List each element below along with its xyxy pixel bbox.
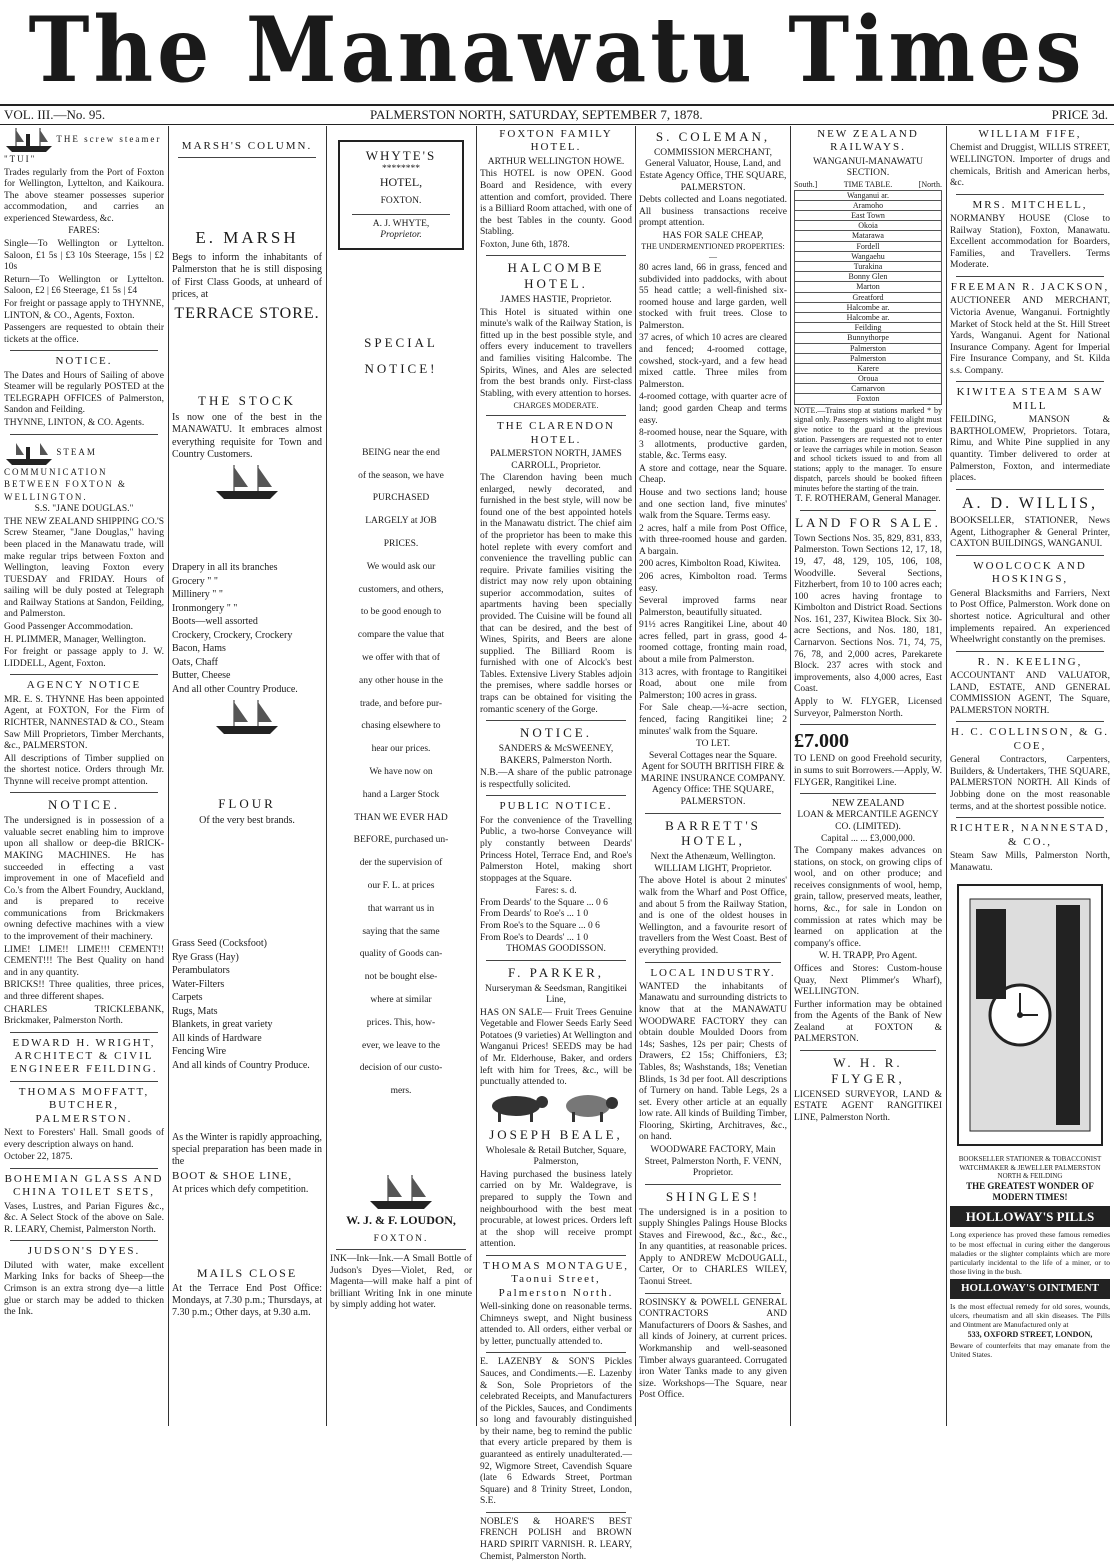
volume-number: VOL. III.—No. 95. [4, 107, 106, 122]
column-1 [4, 126, 164, 1426]
winter-text: As the Winter is rapidly approaching, special preparation has been made in the [172, 1132, 322, 1168]
advert-line: We have now on [369, 766, 433, 777]
loudon-place: FOXTON. [373, 1233, 429, 1244]
table-row [795, 221, 942, 231]
list-item: Carpets [172, 992, 203, 1004]
nz-further: Further information may be obtained from the Agents of the Bank of New Zealand at FOXTON & PALMERSTON. [794, 999, 942, 1045]
sanders-name: SANDERS & McSWEENEY, BAKERS, Palmerston North. [498, 744, 614, 766]
list-item: Blankets, in great variety [172, 1019, 273, 1031]
fare-row: From Deards' to the Square ... 0 6 [480, 897, 608, 908]
steamship-icon [4, 126, 54, 154]
barrett-heading: BARRETT'S HOTEL, [665, 817, 761, 849]
railways-heading: NEW ZEALAND RAILWAYS. [817, 128, 919, 154]
timetable-north: [North. [918, 179, 942, 189]
holloway-address: 533, OXFORD STREET, LONDON, [967, 1330, 1093, 1340]
judson-body: Diluted with water, make excellent Marking Inks for backs of Sheep—the Crimson is an extra strong dye—a little glue or starch may be added to thicken the Ink. [4, 1260, 164, 1318]
agency-body: MR. E. S. THYNNE Has been appointed Agent, at FOXTON, For the Firm of RICHTER, NANNESTAD & CO., Steam Saw Mill Proprietors, Timber Merchants, &c., PALMERSTON. [4, 694, 164, 752]
column-rule [326, 126, 327, 1426]
list-item: Rugs, Mats [172, 1005, 218, 1017]
advert-line: of the season, we have [358, 470, 444, 481]
advert-line: mers. [390, 1086, 412, 1097]
nz-signature: W. H. TRAPP, Pro Agent. [818, 951, 918, 962]
sanders-body: N.B.—A share of the public patronage is respectfully solicited. [480, 768, 632, 790]
station-name: Halcombe ar. [795, 312, 942, 322]
station-name: Halcombe ar. [795, 302, 942, 312]
brick-notice-heading: NOTICE. [48, 797, 120, 813]
nz-offices: Offices and Stores: Custom-house Quay, Next Plimmer's Wharf), WELLINGTON. [794, 963, 942, 998]
beale-heading: JOSEPH BEALE, [489, 1126, 623, 1142]
table-row [795, 282, 942, 292]
foxton-hotel-heading: FOXTON FAMILY HOTEL. [499, 128, 613, 154]
table-row [795, 292, 942, 302]
woodware-factory: WOODWARE FACTORY, Main Street, Palmerston North, F. VENN, Proprietor. [644, 1145, 782, 1179]
agency-note: All descriptions of Timber supplied on the shortest notice. Orders through Mr. Thynne will receive prompt attention. [4, 753, 164, 787]
beale-body: Having purchased the business lately carried on by Mr. Waldegrave, is prepared to supply the Town and neighbourhood with the best meat procurable, at lowest prices. Orders left at the shop will receive prompt attention. [480, 1169, 632, 1250]
timetable-south: South.] [794, 179, 818, 189]
timetable-header [794, 180, 942, 190]
montague-heading: THOMAS MONTAGUE, Taonui Street, Palmerston North. [482, 1259, 629, 1299]
station-name: Aramoho [795, 200, 942, 210]
whyte-proprietor-label: Proprietor. [380, 230, 422, 241]
halcombe-charges: CHARGES MODERATE. [513, 401, 599, 411]
list-item: Grocery " " [172, 575, 218, 587]
column-7 [950, 126, 1110, 1426]
advert-line: our F. L. at prices [367, 880, 435, 891]
steam-heading: STEAM COMMUNICATION BETWEEN FOXTON & WELLINGTON. [4, 446, 127, 502]
list-item: Crockery, Crockery, Crockery [172, 629, 293, 641]
rosinsky-advert: ROSINSKY & POWELL GENERAL CONTRACTORS AND Manufacturers of Doors & Sashes, and all kinds of Joinery, at current prices. Workmanship and well-seasoned Timber always guaranteed. Corrugated iron Water Tanks made to any given size. Workshops—The Square, near Post Office. [639, 1297, 787, 1401]
list-item: All kinds of Hardware [172, 1032, 262, 1044]
moffatt-body: Next to Foresters' Hall. Small goods of every description always on hand. [4, 1128, 164, 1150]
coleman-heading: S. COLEMAN, [655, 129, 771, 144]
fare-row: From Deards' to Roe's ... 1 0 [480, 909, 589, 920]
table-row [795, 312, 942, 322]
tui-apply: For freight or passage apply to THYNNE, LINTON, & CO., Agents, Foxton. [4, 298, 164, 321]
advert-line: customers, and others, [358, 584, 444, 595]
list-item: Boots—well assorted [172, 616, 258, 628]
lend-amount: £7.000 [794, 730, 849, 753]
advert-line: prices. This, how- [366, 1017, 436, 1028]
public-notice-heading: PUBLIC NOTICE. [499, 800, 613, 813]
column-rule [168, 126, 169, 1426]
timetable-title: TIME TABLE. [843, 179, 893, 189]
ink-advert: INK—Ink—Ink.—A Small Bottle of Judson's Dyes—Violet, Red, or Magenta—will make half a pint of brilliant Writing Ink in one minute by simply adding hot water. [330, 1254, 472, 1311]
holloway-pills-body: Long experience has proved these famous remedies to be most effectual in curing either the dangerous maladies or the slighter complaints which are more particularly incidental to the life of a miner, or to those living in the bush. [950, 1230, 1110, 1277]
sale-sub: THE UNDERMENTIONED PROPERTIES:— [641, 242, 785, 262]
sale-heading: HAS FOR SALE CHEAP, [662, 230, 764, 241]
goods-list [172, 937, 322, 1072]
station-name: Bonny Glen [795, 272, 942, 282]
table-row [795, 231, 942, 241]
railway-note: NOTE.—Trains stop at stations marked * by signal only. Passengers wishing to alight must give notice to the guard at the previous station. Passengers are requested not to enter or leave the carriages while in motion. Season and school tickets issued to and from all stations; apply to the manager. To ensure dispatch, parcels should be booked fifteen minutes before the starting of the train. [794, 405, 942, 493]
advert-line: hand a Larger Stock [362, 789, 440, 800]
boot-body: At prices which defy competition. [172, 1184, 309, 1196]
issue-date: PALMERSTON NORTH, SATURDAY, SEPTEMBER 7, 1878. [370, 107, 703, 122]
whyte-place: FOXTON. [380, 196, 422, 207]
column-rule [635, 126, 636, 1426]
list-item: 91½ acres Rangitikei Line, about 40 acres felled, part in grass, good 4-roomed cottage, fronting main road, about a mile from Palmerston. [639, 620, 787, 666]
lend-body: TO LEND on good Freehold security, in sums to suit Borrowers.—Apply, W. FLYGER, Rangitikei Line. [794, 754, 942, 788]
price: PRICE 3d. [1051, 107, 1108, 122]
advert-line: ever, we leave to the [362, 1040, 440, 1051]
jane-douglas-body: THE NEW ZEALAND SHIPPING CO.'S Screw Steamer, "Jane Douglas," having been placed in the Manawatu trade, will make regular trips between Foxton and Wellington, leaving Foxton every TUESDAY and FRIDAY. Hours of sailing will be duly posted at Telegraph and Railway Stations at Sandon, Feilding, and Palmerston. [4, 516, 164, 620]
fares-heading: FARES: [68, 226, 100, 237]
station-name: Matarawa [795, 231, 942, 241]
lazenby-advert: E. LAZENBY & SON'S Pickles Sauces, and Condiments.—E. Lazenby & Son, Sole Proprietors of the celebrated Receipts, and Manufacturers of the Pickles, Sauces, and Condiments so long and favourably distinguished by their name, beg to remind the public that every article prepared by them is guaranteed as entirely unadulterated.—92, Wigmore Street, Cavendish Square (late 6 Edwards Street, Portman Square) and 8 Trinity Street, London, S.E. [480, 1357, 632, 1507]
jackson-heading: FREEMAN R. JACKSON, [950, 281, 1110, 294]
lime-cement: LIME! LIME!! LIME!!! CEMENT!! CEMENT!!! The Best Quality on hand and in any quantity. [4, 944, 164, 978]
mails-body: At the Terrace End Post Office: Mondays, at 7.30 p.m.; Thursdays, at 7.30 p.m.; Other days, at 9.30 a.m. [172, 1282, 322, 1319]
list-item: House and two sections land; house and one section land, five minutes' walk from the Square. Terms easy. [639, 487, 787, 522]
station-name: Marton [795, 282, 942, 292]
holloway-pills-badge: HOLLOWAY'S PILLS [950, 1206, 1110, 1228]
fare-row: From Roe's to Deards' ... 1 0 [480, 932, 589, 943]
advert-line: quality of Goods can- [359, 949, 443, 960]
table-row [795, 374, 942, 384]
richter-body: Steam Saw Mills, Palmerston North, Manawatu. [950, 850, 1110, 873]
agency-heading: AGENCY NOTICE [26, 679, 142, 692]
list-item: Several improved farms near Palmerston, beautifully situated. [639, 596, 787, 618]
agent-heading: Agent for SOUTH BRITISH FIRE & MARINE INSURANCE COMPANY. [640, 762, 786, 784]
barrett-body: The above Hotel is about 2 minutes' walk from the Wharf and Post Office, and about 5 from the Railway Station, and is one of the oldest houses in Wellington, and a favourite resort of travellers from the West Coast. Best of everything provided. [639, 876, 787, 956]
list-item: And all kinds of Country Produce. [172, 1059, 310, 1071]
jeweller-advert-illustration [950, 875, 1110, 1155]
whyte-stars: ******** [382, 163, 420, 174]
station-name: Feilding [795, 323, 942, 333]
clarendon-body: The Clarendon having been much enlarged, newly decorated, and furnished in the best style, will now be found one of the best appointed hotels in the Manawatu district. The chief aim of the proprietor has been to make this hotel replete with every comfort and convenience the travelling public can require. Private families visiting the district may now rely upon obtaining superior accommodation, suites of apartments having been specially provided. The Cuisine will be found all that can be desired, and the best of Wines, Spirits, and Beers are alone supplied. The Billiard Room is furnished with one of Alcock's best Tables. Extensive Livery Stables adjoin the premises, where saddle horses or traps can be obtained for visiting the romantic scenery of the Gorge. [480, 473, 632, 715]
railways-sub: WANGANUI-MANAWATU SECTION. [812, 156, 924, 179]
list-item: Millinery " " [172, 589, 223, 601]
advert-line: PRICES. [383, 538, 419, 549]
table-row [795, 251, 942, 261]
fares-label: Fares: s. d. [535, 886, 577, 897]
kiwitea-heading: KIWITEA STEAM SAW MILL [956, 386, 1104, 412]
marsh-name: E. MARSH [195, 228, 299, 248]
moffatt-date: October 22, 1875. [4, 1152, 73, 1163]
advert-line: BEING near the end [362, 447, 440, 458]
jackson-body: AUCTIONEER AND MERCHANT, Victoria Avenue, Wanganui. Fortnightly Market of Stock held at the St. Hill Street Yards, Wanganui. Agent for National Insurance Company. Agent for Imperial Fire Insurance Company, and St. Kilda s.s. Company. [950, 296, 1110, 376]
list-item: Drapery in all its branches [172, 562, 278, 574]
advert-line: BEFORE, purchased un- [353, 835, 449, 846]
collinson-body: General Contractors, Carpenters, Builders, & Undertakers, THE SQUARE, PALMERSTON NORTH. All Kinds of Jobbing done on the most reasonable terms, and at the shortest possible notice. [950, 755, 1110, 812]
advert-line: saying that the same [362, 926, 440, 937]
land-sale-signature: Apply to W. FLYGER, Licensed Surveyor, Palmerston North. [794, 696, 942, 719]
foxton-hotel-date: Foxton, June 6th, 1878. [480, 239, 570, 250]
railway-signature: T. F. ROTHERAM, General Manager. [795, 494, 941, 505]
sailing-ship-icon [366, 1173, 436, 1211]
advert-line: der the supervision of [359, 858, 443, 869]
kiwitea-body: FEILDING, MANSON & BARTHOLOMEW, Proprietors. Totara, Rimu, and White Pine supplied in any quantity. Timber delivered to order at Palmerston, Foxton, and intermediate places. [950, 415, 1110, 484]
flyger-body: LICENSED SURVEYOR, LAND & ESTATE AGENT RANGITIKEI LINE, Palmerston North. [794, 1089, 942, 1123]
nz-body: The Company makes advances on stations, on stock, on growing clips of wool, and on other produce; and receives consignments of wool, hemp, grain, tallow, preserved meats, leather, horns, &c., for sale in London on commission at rates which may be learned on application at the company's office. [794, 846, 942, 949]
advert-line: PURCHASED [372, 493, 430, 504]
station-name: Wangaehu [795, 251, 942, 261]
railway-timetable [794, 190, 942, 405]
list-item: Fencing Wire [172, 1046, 227, 1058]
notice-heading: NOTICE. [55, 355, 113, 368]
flour-heading: FLOUR [218, 796, 276, 812]
sailing-ship-icon [212, 698, 282, 736]
column-6 [794, 126, 942, 1426]
list-item: Ironmongery " " [172, 602, 238, 614]
flyger-heading: W. H. R. FLYGER, [831, 1054, 905, 1086]
advert-line: LARGELY at JOB [365, 516, 437, 527]
advert-line: not be bought else- [364, 972, 438, 983]
notice-body: The Dates and Hours of Sailing of above Steamer will be regularly POSTED at the TELEGRAPH OFFICES of Palmerston, Sandon and Feilding. [4, 370, 164, 416]
advert-line: where at similar [370, 994, 432, 1005]
list-item: 206 acres, Kimbolton road. Terms easy. [639, 572, 787, 594]
richter-heading: RICHTER, NANNESTAD, & CO., [950, 822, 1110, 848]
station-name: Palmerston [795, 353, 942, 363]
local-industry-body: WANTED the inhabitants of Manawatu and surrounding districts to know that at the MANAWATU WOODWARE FACTORY they can obtain double Moulded Doors from 14s; Sashes, 12s per pair; Chests of Drawers, £2 15s; Chiffoniers, £3; Tables, 8s; Washstands, 18s; Venetian Blinds, 1s 3d per foot. All descriptions of Turnery on hand. Table Legs, 2s a set. Every other article at an equally low rate. All kinds of Building Timber, Flooring, Skirting, Architraves, &c., on hand. [639, 981, 787, 1143]
table-row [795, 302, 942, 312]
holloway-beware: Beware of counterfeits that may emanate from the United States. [950, 1340, 1110, 1359]
table-row [795, 353, 942, 363]
agent-office: Agency Office: THE SQUARE, PALMERSTON. [651, 785, 775, 807]
special-notice: SPECIAL NOTICE! [364, 334, 438, 376]
masthead [0, 0, 1114, 103]
station-name: Greatford [795, 292, 942, 302]
shingles-body: The undersigned is in a position to supply Shingles Palings House Blocks Staves and Firewood, &c., &c., &c., In any quantities, at reasonable prices. Apply to ANDREW McDOUGALL, Carter, Or to CHARLES WILEY, Taonui Street. [639, 1207, 787, 1288]
willis-body: BOOKSELLER, STATIONER, News Agent, Lithographer & General Printer, CAXTON BUILDINGS, WANGANUI. [950, 516, 1110, 550]
boot-shoe-line: BOOT & SHOE LINE, [172, 1169, 293, 1182]
loudon-name: W. J. & F. LOUDON, [346, 1212, 456, 1227]
fife-heading: WILLIAM FIFE, [978, 128, 1082, 140]
judson-heading: JUDSON'S DYES. [27, 1245, 141, 1258]
marsh-body: Begs to inform the inhabitants of Palmerston that he is still disposing of First Class Goods, at unheard of prices, at [172, 252, 322, 300]
station-name: Bunnythorpe [795, 333, 942, 343]
table-row [795, 211, 942, 221]
advert-line: any other house in the [359, 675, 443, 686]
stock-heading: THE STOCK [198, 393, 296, 409]
station-name: Palmerston [795, 343, 942, 353]
mails-heading: MAILS CLOSE [196, 1266, 298, 1281]
tui-body: Trades regularly from the Port of Foxton for Wellington, Lyttelton, and Kaikoura. The above steamer possesses superior accommodation, and carries an experienced Stewardess, &c. [4, 167, 164, 224]
station-name: Okoia [795, 221, 942, 231]
to-let-heading: TO LET. [696, 739, 730, 750]
keeling-heading: R. N. KEELING, [977, 655, 1083, 668]
public-notice-body: For the convenience of the Travelling Public, a two-horse Conveyance will ply constantly between Deards' Princess Hotel, Terrace End, and Roe's Palmerston Hotel, making short stoppages at the Square. [480, 815, 632, 884]
table-row [795, 241, 942, 251]
table-row [795, 343, 942, 353]
holloway-heading: THE GREATEST WONDER OF MODERN TIMES! [966, 1180, 1094, 1202]
halcombe-proprietor: JAMES HASTIE, Proprietor. [500, 295, 612, 306]
coleman-sub: COMMISSION MERCHANT, General Valuator, House, Land, and Estate Agency Office, THE SQUARE, PALMERSTON. [639, 147, 787, 193]
parker-body: HAS ON SALE— Fruit Trees Genuine Vegetable and Flower Seeds Early Seed Potatoes (9 varieties) At Wellington and Wanganui Prices! SEEDS may be had of Mr. Elderhouse, Baker, and orders left with him for Trees, &c., will be punctually attended to. [480, 1007, 632, 1088]
bohemian-heading: BOHEMIAN GLASS AND CHINA TOILET SETS, [4, 1172, 164, 1199]
jane-douglas-title: S.S. "JANE DOUGLAS." [34, 504, 134, 515]
list-item: 2 acres, half a mile from Post Office, with three-roomed house and garden. A bargain. [639, 523, 787, 557]
nz-capital: Capital ... ... £3,000,000. [821, 833, 915, 844]
newspaper-title: The Manawatu Times [28, 0, 1086, 103]
table-row [795, 262, 942, 272]
whyte-hotel-box [338, 140, 464, 250]
marsh-column-title: MARSH'S COLUMN. [181, 140, 313, 152]
column-rule [790, 126, 791, 1426]
station-name: Turakina [795, 262, 942, 272]
column-rule [946, 126, 947, 1426]
land-sale-body: Town Sections Nos. 35, 829, 831, 833, Palmerston. Town Sections 12, 17, 18, 19, 47, 48, 129, 105, 106, 108, Woodville. Several Sections, Fitzherbert, from 10 to 100 acres each; 100 acres having frontage to Kimbolton and District Road. Sections Nos. 161, 237, Kiwitea Block. Six 30-acre Sections, and Nos. 180, 181, Carnarvon. Sections Nos. 71, 74, 75, 76, 78, and 2,000 acres, Parekarete Block. 237 acres with stock and improvements, also 4,000 acres, East Coast. [794, 533, 942, 695]
loudon-advert [330, 442, 472, 1103]
drapery-list [172, 561, 322, 696]
halcombe-body: This Hotel is situated within one minute's walk of the Railway Station, is fitted up in the best possible style, and offers every inducement to travellers and families visiting Halcombe. The Spirits, Wines, and Ales are selected from the best brands only. First-class Stabling, with every attention to horses. [480, 307, 632, 399]
cattle-sheep-icon [480, 1090, 630, 1124]
flour-body: Of the very best brands. [199, 814, 295, 826]
station-name: Wanganui ar. [795, 190, 942, 200]
bricks: BRICKS!! Three qualities, three prices, and three different shapes. [4, 980, 164, 1002]
dateline [0, 104, 1114, 125]
list-item: Perambulators [172, 965, 230, 977]
whyte-title: WHYTE'S [365, 148, 437, 163]
table-row [795, 200, 942, 210]
jane-apply: For freight or passage apply to J. W. LIDDELL, Agent, Foxton. [4, 647, 164, 669]
moffatt-heading: THOMAS MOFFATT, BUTCHER, PALMERSTON. [18, 1085, 150, 1125]
wright-heading: EDWARD H. WRIGHT, ARCHITECT & CIVIL ENGINEER FEILDING. [10, 1036, 158, 1076]
jane-manager: H. PLIMMER, Manager, Wellington. [4, 634, 146, 645]
list-item: Bacon, Hams [172, 643, 226, 655]
advert-line: decision of our custo- [359, 1063, 443, 1074]
list-item: 37 acres, of which 10 acres are cleared and fenced; 4-roomed cottage, cowshed, stock-yard, and a few head mixed cattle. Three miles from Palmerston. [639, 333, 787, 390]
brick-signature: CHARLES TRICKLEBANK, Brickmaker, Palmerston North. [4, 1004, 164, 1027]
foxton-hotel-body: This HOTEL is now OPEN. Good Board and Residence, with every attention and comfort, provided. There is a Billiard Room attached, with one of the best Tables in the county. Good Stabling. [480, 169, 632, 238]
advert-line: THAN WE EVER HAD [354, 812, 448, 823]
woolcock-heading: WOOLCOCK AND HOSKINGS, [973, 560, 1087, 586]
list-item: Butter, Cheese [172, 670, 231, 682]
station-name: East Town [795, 211, 942, 221]
station-name: Foxton [795, 394, 942, 404]
coleman-body: Debts collected and Loans negotiated. All business transactions receive prompt attention. [639, 195, 787, 229]
foxton-hotel-sub: ARTHUR WELLINGTON HOWE. [487, 156, 625, 167]
column-4 [480, 126, 632, 1562]
advert-line: trade, and before pur- [359, 698, 443, 709]
advert-line: that warrant us in [367, 903, 435, 914]
steamship-icon [4, 439, 54, 467]
list-item: Water-Filters [172, 978, 225, 990]
holloway-ointment-body: Is the most effectual remedy for old sores, wounds, ulcers, rheumatism and all skin diseases. The Pills and Ointment are Manufactured only at [950, 1301, 1110, 1329]
list-item: 8-roomed house, near the Square, with 3 allotments, productive garden, stable, &c. Terms easy. [639, 428, 787, 462]
list-item: Rye Grass (Hay) [172, 951, 239, 963]
station-name: Oroua [795, 374, 942, 384]
nobles-advert: NOBLE'S & HOARE'S BEST FRENCH POLISH and BROWN HARD SPIRIT VARNISH. R. LEARY, Chemist, Palmerston North. [480, 1516, 632, 1562]
list-item: 313 acres, with frontage to Rangitikei Road, about one mile from Palmerston; 100 acres in grass. [639, 667, 787, 701]
whyte-proprietor: A. J. WHYTE, [372, 218, 430, 229]
list-item: Grass Seed (Cocksfoot) [172, 938, 267, 950]
advert-line: hear our prices. [371, 744, 431, 755]
table-row [795, 394, 942, 404]
clarendon-sub: PALMERSTON NORTH, JAMES CARROLL, Proprietor. [490, 448, 622, 471]
notice-signature: THYNNE, LINTON, & CO. Agents. [4, 417, 145, 428]
column-rule [476, 126, 477, 1426]
table-row [795, 272, 942, 282]
holloway-ointment-badge: HOLLOWAY'S OINTMENT [950, 1279, 1110, 1298]
list-item: 4-roomed cottage, with quarter acre of land; good garden Cheap and terms easy. [639, 392, 787, 426]
station-name: Carnarvon [795, 384, 942, 394]
keeling-body: ACCOUNTANT AND VALUATOR, LAND, ESTATE, AND GENERAL COMMISSION AGENT, The Square, PALMERSTON NORTH. [950, 671, 1110, 716]
nz-loan: LOAN & MERCANTILE AGENCY CO. (LIMITED). [797, 810, 939, 832]
bohemian-body: Vases, Lustres, and Parian Figures &c., &c. A Select Stock of the above on Sale. R. LEARY, Chemist, Palmerston North. [4, 1201, 164, 1235]
to-let-body: Several Cottages near the Square. [649, 750, 777, 761]
advert-line: to be good enough to [360, 607, 442, 618]
advert-line: We would ask our [366, 561, 436, 572]
list-item: For Sale cheap.—¼-acre section, fenced, facing Rangitikei line; 2 minutes' walk from the Square. [639, 703, 787, 737]
parker-sub: Nurseryman & Seedsman, Rangitikei Line, [485, 983, 627, 1006]
stock-body: Is now one of the best in the MANAWATU. It embraces almost everything requisite for Town and Country Customers. [172, 412, 322, 460]
jeweller-advert-text: BOOKSELLER STATIONER & TOBACCONIST WATCHMAKER & JEWELLER PALMERSTON NORTH & FEILDING [958, 1155, 1102, 1181]
fare-row: From Roe's to the Square ... 0 6 [480, 921, 600, 931]
terrace-store: TERRACE STORE. [174, 304, 320, 322]
sailing-ship-icon [212, 463, 282, 501]
jane-accommodation: Good Passenger Accommodation. [4, 622, 134, 633]
list-item: A store and cottage, near the Square. Cheap. [639, 463, 787, 486]
mitchell-body: NORMANBY HOUSE (Close to Railway Station), Foxton, Manawatu. Excellent accommodation for Boarders, Families, and Travellers. Terms Moderate. [950, 214, 1110, 271]
table-row [795, 333, 942, 343]
advert-line: chasing elsewhere to [361, 721, 441, 732]
station-name: Fordell [795, 241, 942, 251]
nz-heading: NEW ZEALAND [831, 798, 905, 810]
table-row [795, 323, 942, 333]
clarendon-heading: THE CLARENDON HOTEL. [497, 420, 615, 446]
fares-return: Return—To Wellington or Lyttelton. Saloon, £2 | £6 Steerage, £1 5s | £4 [4, 274, 164, 297]
list-item: 80 acres land, 66 in grass, fenced and subdivided into paddocks, with about 55 head cattle; a well-finished six-roomed house and large garden, well stocked with fruit trees. Close to Palmerston. [639, 262, 787, 331]
list-item: And all other Country Produce. [172, 683, 298, 695]
mitchell-heading: MRS. MITCHELL, [972, 198, 1088, 211]
collinson-heading: H. C. COLLINSON, & G. COE, [950, 726, 1110, 752]
tui-tickets: Passengers are requested to obtain their tickets at the office. [4, 323, 164, 345]
shingles-heading: SHINGLES! [665, 1188, 761, 1204]
table-row [795, 190, 942, 200]
list-item: 200 acres, Kimbolton Road, Kiwitea. [639, 559, 781, 570]
willis-heading: A. D. WILLIS, [961, 494, 1099, 512]
tui-title: THE screw steamer "TUI" [4, 134, 162, 164]
advert-line: we offer with that of [362, 652, 440, 663]
table-row [795, 363, 942, 373]
fife-body: Chemist and Druggist, WILLIS STREET, WELLINGTON. Importer of drugs and chemicals, British and American herbs, &c. [950, 143, 1110, 189]
land-sale-heading: LAND FOR SALE. [795, 514, 941, 530]
barrett-sub: Next the Athenæum, Wellington. WILLIAM LIGHT, Proprietor. [650, 852, 776, 874]
montague-body: Well-sinking done on reasonable terms. Chimneys swept, and Night business attended to. All orders, either verbal or by letter, punctually attended to. [480, 1302, 632, 1347]
list-item: Oats, Chaff [172, 656, 218, 668]
brick-notice-body: The undersigned is in possession of a valuable secret enabling him to improve upon all shallow or deep-die BRICK-MAKING MACHINES. He has succeeded in effecting a vast improvement in one of Macefield and Co.'s from the Albert Foundry, Auckland, and is prepared to receive communications from Brickmakers owning defective machines with a view to the improvement of their machinery. [4, 816, 164, 943]
station-name: Karere [795, 363, 942, 373]
woolcock-body: General Blacksmiths and Farriers, Next to Post Office, Palmerston. Work done on shortest notice. Agricultural and other implements repaired. An experienced Wheelwright constantly on the premises. [950, 588, 1110, 646]
halcombe-heading: HALCOMBE HOTEL. [507, 260, 605, 292]
local-industry-heading: LOCAL INDUSTRY. [650, 966, 776, 979]
advert-line: compare the value that [357, 630, 445, 641]
fares-single: Single—To Wellington or Lyttelton. Saloon, £1 5s | £3 10s Steerage, 15s | £2 10s [4, 239, 164, 273]
column-3 [330, 126, 472, 1426]
whyte-hotel: HOTEL, [379, 175, 423, 190]
column-2 [172, 126, 322, 1426]
column-5 [639, 126, 787, 1426]
beale-sub: Wholesale & Retail Butcher, Square, Palmerston, [485, 1145, 627, 1168]
parker-heading: F. PARKER, [507, 964, 605, 980]
sanders-heading: NOTICE. [520, 725, 592, 741]
public-notice-signature: THOMAS GOODISSON. [506, 944, 606, 955]
table-row [795, 384, 942, 394]
